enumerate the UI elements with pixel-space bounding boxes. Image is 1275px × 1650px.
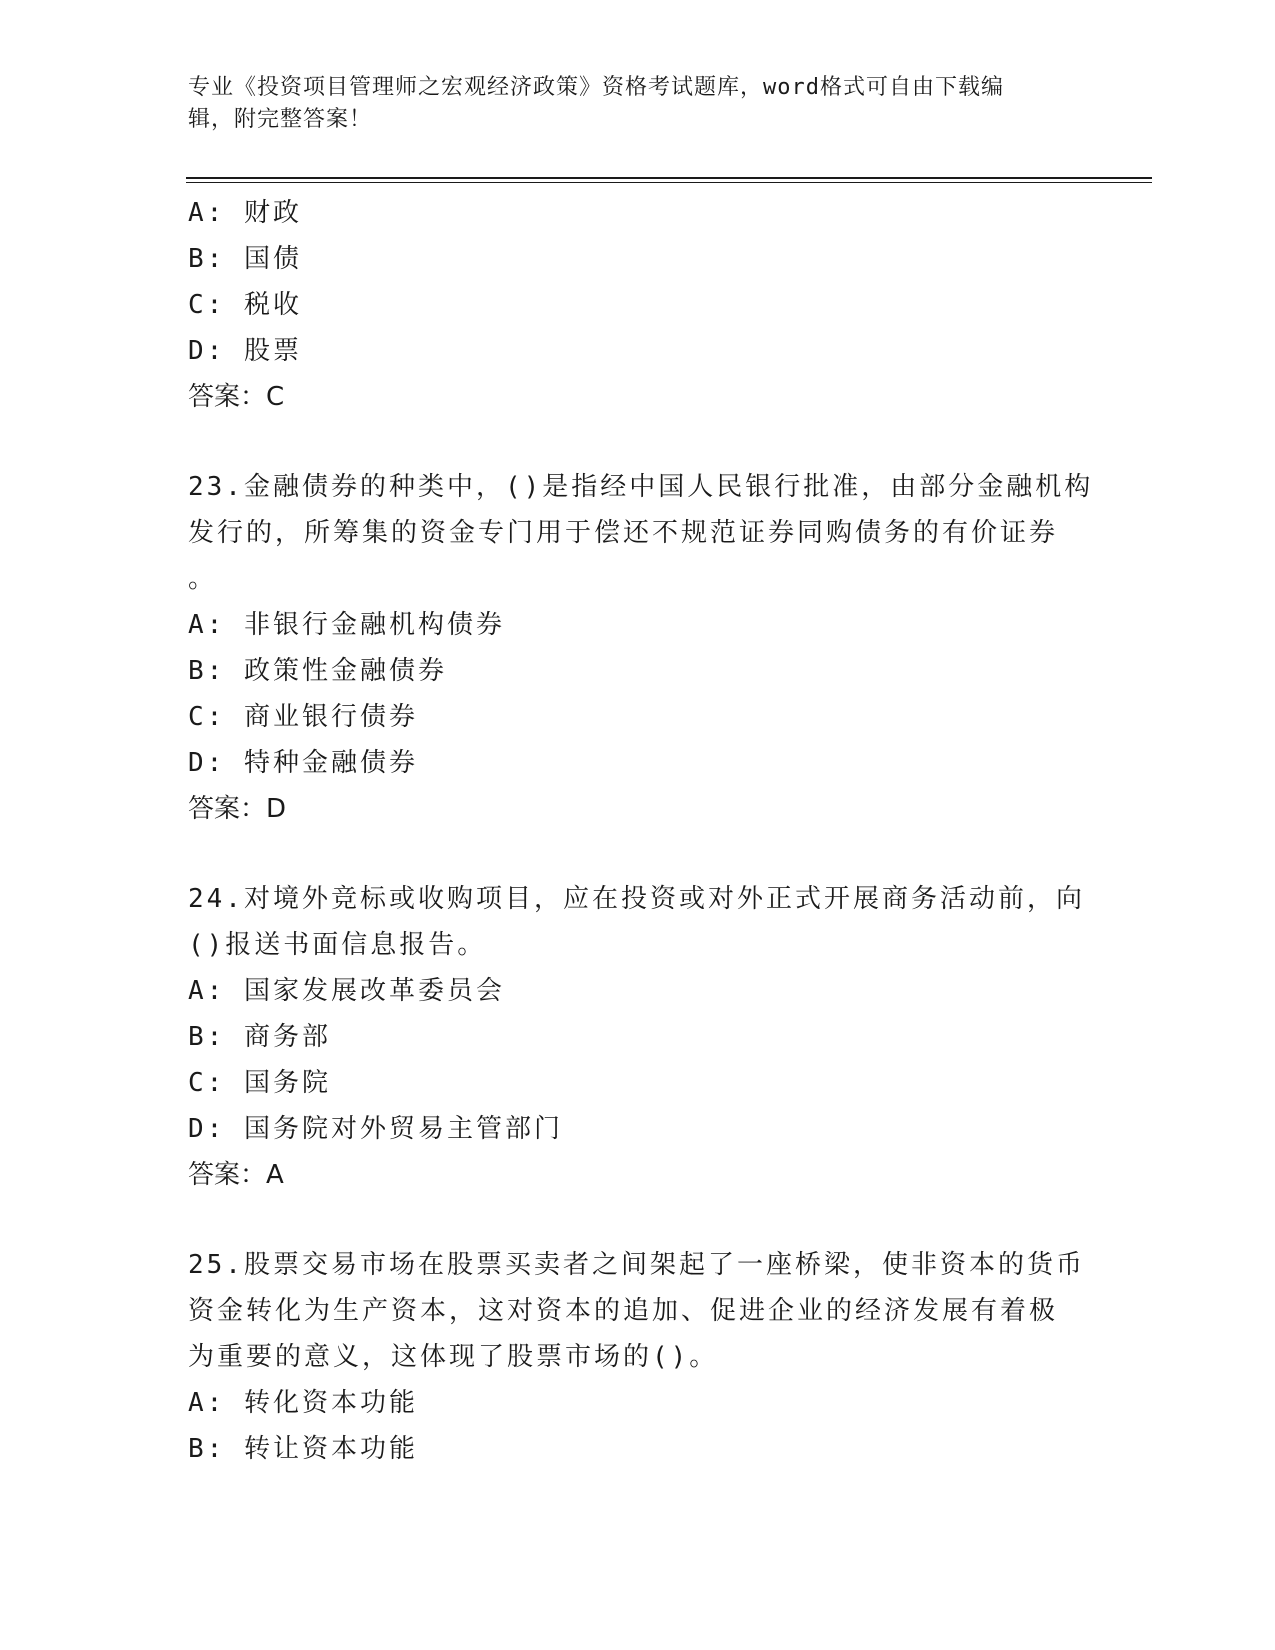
- question-stem-line: 25.股票交易市场在股票买卖者之间架起了一座桥梁，使非资本的货币: [188, 1250, 1085, 1280]
- option-b: B: 商务部: [188, 1022, 331, 1052]
- document-header: [188, 72, 1088, 136]
- option-b: B: 政策性金融债券: [188, 656, 447, 686]
- question-stem-line: 发行的，所筹集的资金专门用于偿还不规范证券同购债务的有价证券: [188, 518, 1059, 548]
- option-c: C: 商业银行债券: [188, 702, 418, 732]
- question-stem-line: ()报送书面信息报告。: [188, 930, 487, 960]
- option-c: C: 税收: [188, 290, 302, 320]
- question-25: [188, 1242, 1088, 1472]
- option-c: C: 国务院: [188, 1068, 331, 1098]
- question-23: [188, 464, 1094, 832]
- header-line-2: 辑，附完整答案！: [188, 107, 373, 132]
- question-stem-line: 24.对境外竞标或收购项目，应在投资或对外正式开展商务活动前，向: [188, 884, 1085, 914]
- question-stem-line: 23.金融债券的种类中，()是指经中国人民银行批准，由部分金融机构: [188, 472, 1094, 502]
- header-divider-thick: [186, 177, 1152, 179]
- option-d: D: 特种金融债券: [188, 748, 418, 778]
- question-22: [188, 190, 1088, 420]
- answer-line: 答案：D: [188, 794, 287, 824]
- option-a: A: 转化资本功能: [188, 1388, 418, 1418]
- option-a: A: 国家发展改革委员会: [188, 976, 505, 1006]
- answer-line: 答案：C: [188, 382, 285, 412]
- option-d: D: 国务院对外贸易主管部门: [188, 1114, 563, 1144]
- option-d: D: 股票: [188, 336, 302, 366]
- question-stem-line: 为重要的意义，这体现了股票市场的()。: [188, 1342, 719, 1372]
- question-24: [188, 876, 1088, 1198]
- question-stem-line: 资金转化为生产资本，这对资本的追加、促进企业的经济发展有着极: [188, 1296, 1059, 1326]
- answer-line: 答案：A: [188, 1160, 284, 1190]
- option-b: B: 转让资本功能: [188, 1434, 418, 1464]
- question-list: [188, 190, 1094, 1472]
- header-divider-thin: [186, 182, 1152, 183]
- option-a: A: 非银行金融机构债券: [188, 610, 505, 640]
- option-b: B: 国债: [188, 244, 302, 274]
- option-a: A: 财政: [188, 198, 302, 228]
- header-line-1: 专业《投资项目管理师之宏观经济政策》资格考试题库，word格式可自由下载编: [188, 75, 1004, 100]
- question-stem-line: 。: [188, 564, 218, 594]
